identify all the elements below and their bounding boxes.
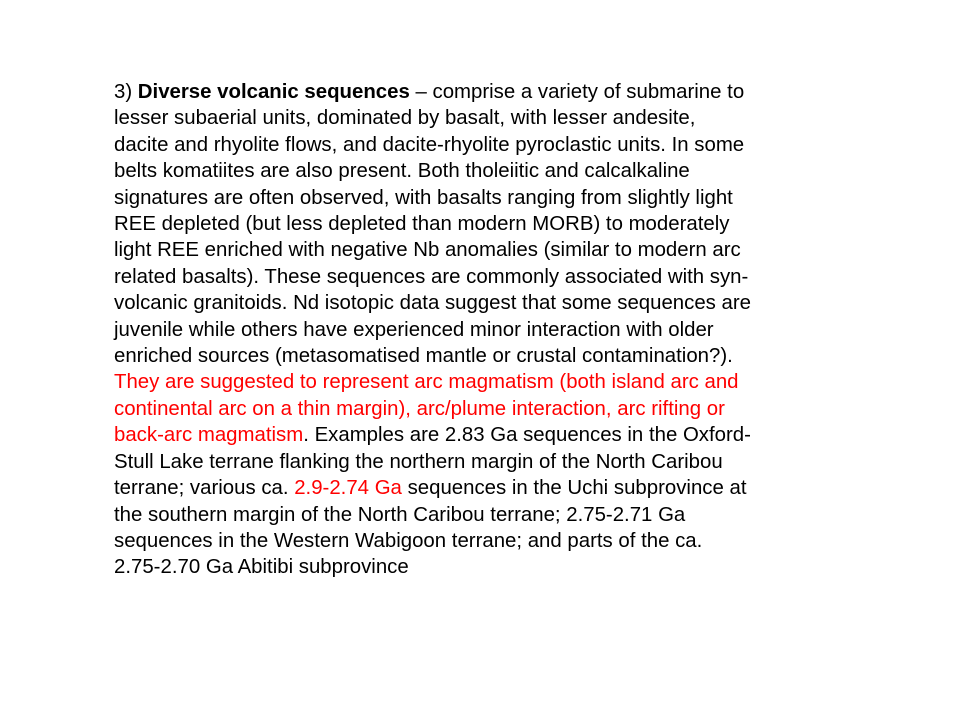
text-line: [114, 290, 874, 316]
text-line: [114, 79, 874, 105]
text-run: the southern margin of the North Caribou terrane; 2.75-2.71 Ga: [114, 503, 686, 526]
text-run: sequences in the Western Wabigoon terrane; and parts of the ca.: [114, 529, 703, 552]
text-line: [114, 211, 874, 237]
text-run: dacite and rhyolite flows, and dacite-rhyolite pyroclastic units. In some: [114, 133, 745, 156]
text-line: [114, 237, 874, 263]
text-run: – comprise a variety of submarine to: [409, 81, 745, 103]
text-run: terrane; various ca.: [114, 477, 295, 500]
text-line: [114, 343, 874, 369]
text-line: [114, 264, 874, 290]
text-run: . Examples are 2.83 Ga sequences in the Oxford-: [303, 424, 751, 447]
highlighted-text-run: back-arc magmatism: [114, 424, 304, 447]
highlighted-text-run: They are suggested to represent arc magmatism (both island arc and: [114, 371, 739, 394]
text-run: juvenile while others have experienced minor interaction with older: [114, 318, 714, 341]
text-line: [114, 528, 874, 554]
body-paragraph: [114, 79, 874, 581]
text-run: enriched sources (metasomatised mantle or crustal contamination?).: [114, 345, 733, 368]
text-run: lesser subaerial units, dominated by basalt, with lesser andesite,: [114, 107, 696, 130]
highlighted-text-run: 2.9-2.74 Ga: [294, 477, 402, 500]
text-run: signatures are often observed, with basalts ranging from slightly light: [114, 186, 733, 209]
heading-run: Diverse volcanic sequences: [137, 81, 410, 103]
text-line: [114, 185, 874, 211]
text-run: related basalts). These sequences are commonly associated with syn-: [114, 265, 749, 288]
text-line: [114, 449, 874, 475]
text-run: sequences in the Uchi subprovince at: [401, 477, 747, 500]
text-line: [114, 422, 874, 448]
text-run: REE depleted (but less depleted than modern MORB) to moderately: [114, 213, 730, 236]
text-run: 2.75-2.70 Ga Abitibi subprovince: [114, 556, 409, 579]
text-run: Stull Lake terrane flanking the northern margin of the North Caribou: [114, 450, 723, 473]
text-line: [114, 369, 874, 395]
text-line: [114, 396, 874, 422]
text-line: [114, 317, 874, 343]
text-line: [114, 158, 874, 184]
text-line: [114, 554, 874, 580]
text-run: 3): [114, 81, 138, 103]
text-run: volcanic granitoids. Nd isotopic data suggest that some sequences are: [114, 292, 752, 315]
text-line: [114, 502, 874, 528]
text-run: light REE enriched with negative Nb anomalies (similar to modern arc: [114, 239, 741, 262]
text-line: [114, 105, 874, 131]
text-run: belts komatiites are also present. Both tholeiitic and calcalkaline: [114, 160, 690, 183]
text-line: [114, 475, 874, 501]
text-line: [114, 132, 874, 158]
highlighted-text-run: continental arc on a thin margin), arc/plume interaction, arc rifting or: [114, 397, 725, 420]
